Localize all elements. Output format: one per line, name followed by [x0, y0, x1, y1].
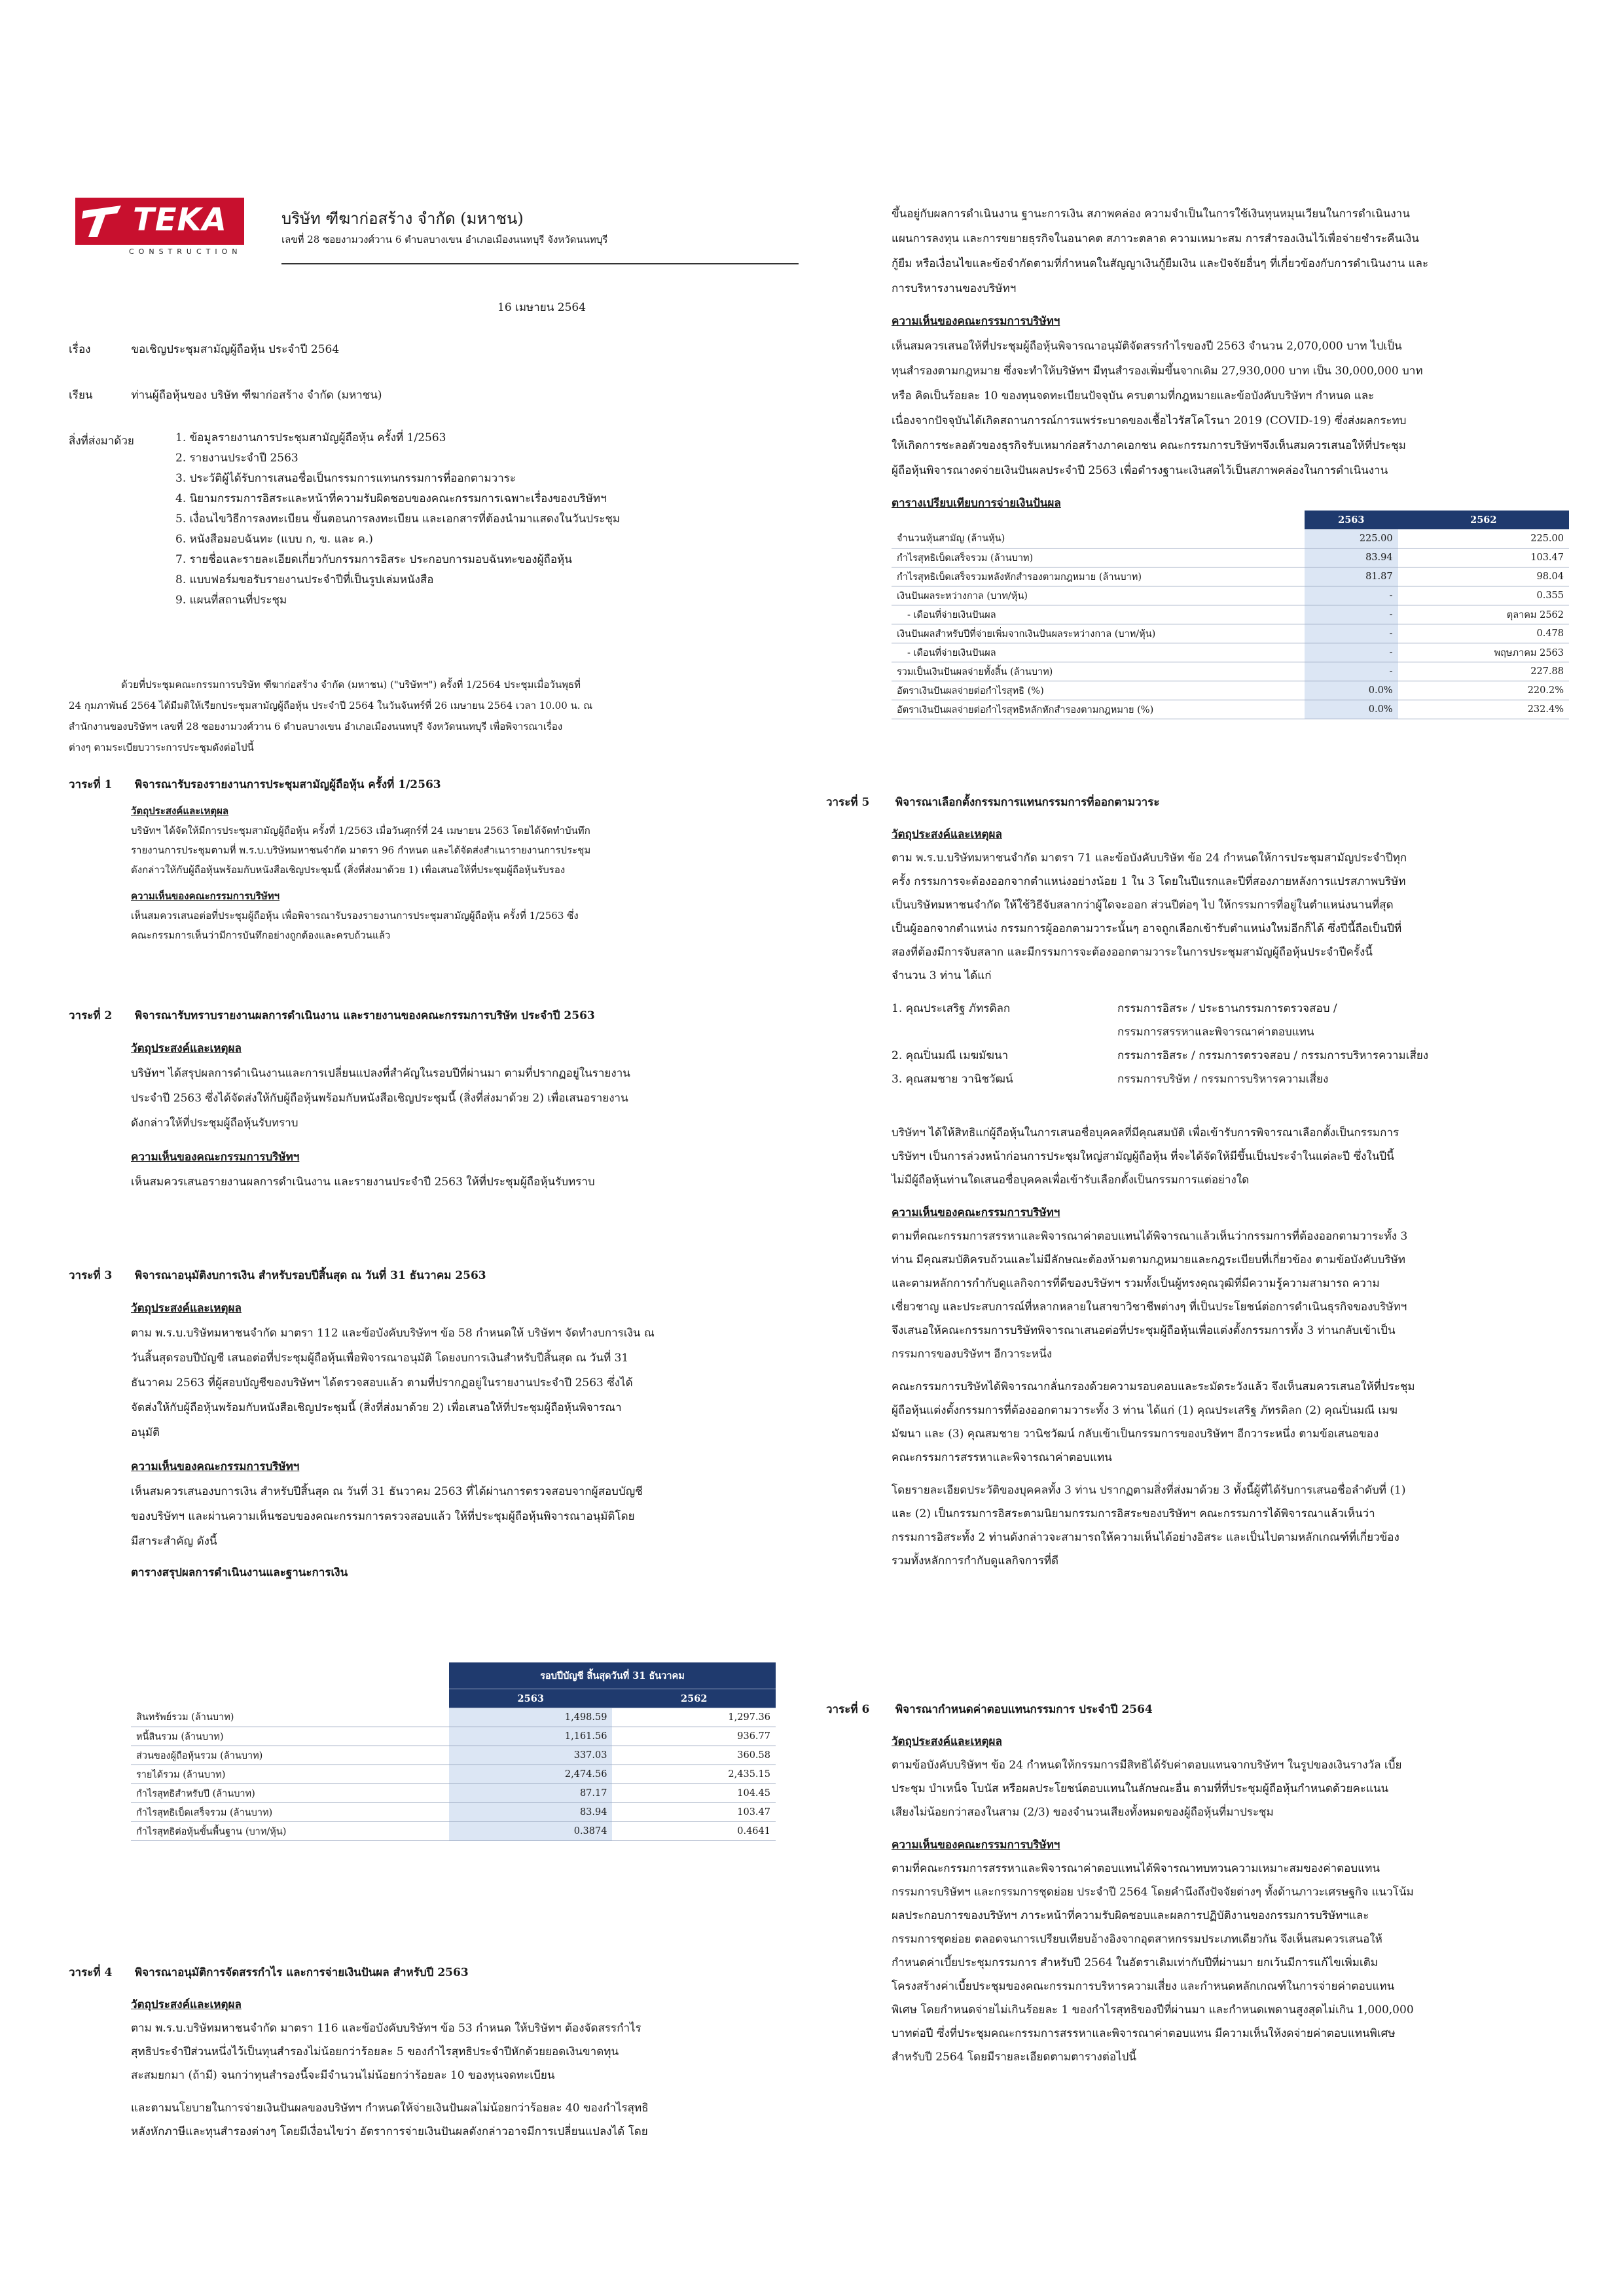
- body-line: สองที่ต้องมีการจับสลาก และมีกรรมการจะต้องออกตามวาระในการประชุมสามัญผู้ถือหุ้นประจำปีครั้งนี้: [892, 946, 1373, 959]
- table-row: [892, 586, 1569, 605]
- body-line: ดังกล่าวให้ที่ประชุมผู้ถือหุ้นรับทราบ: [131, 1117, 298, 1130]
- body-line: และ (2) เป็นกรรมการอิสระตามนิยามกรรมการอิสระของบริษัทฯ คณะกรรมการได้พิจารณาแล้วเห็นว่า: [892, 1507, 1375, 1520]
- to-text: ท่านผู้ถือหุ้นของ บริษัท ฑีฆาก่อสร้าง จำกัด (มหาชน): [131, 389, 382, 402]
- body-line: กรรมการบริษัทฯ และกรรมการชุดย่อย ประจำปี 2564 โดยคำนึงถึงปัจจัยต่างๆ ทั้งด้านภาวะเศรษฐกิจ แนวโน้ม: [892, 1886, 1414, 1899]
- body-line: ธันวาคม 2563 ที่ผู้สอบบัญชีของบริษัทฯ ได้ตรวจสอบแล้ว ตามที่ปรากฏอยู่ในรายงานประจำปี 2563 ซึ่งได้: [131, 1376, 633, 1390]
- body-line: ตามที่คณะกรรมการสรรหาและพิจารณาค่าตอบแทนได้พิจารณาแล้วเห็นว่ากรรมการที่ต้องออกตามวาระทั้ง 3: [892, 1230, 1408, 1243]
- table-cell: -: [1305, 605, 1398, 624]
- table-cell: 0.0%: [1305, 700, 1398, 719]
- body-line: มีสาระสำคัญ ดังนี้: [131, 1535, 217, 1548]
- opinion-heading: ความเห็นของคณะกรรมการบริษัทฯ: [892, 1839, 1060, 1852]
- intro-line: 24 กุมภาพันธ์ 2564 ได้มีมติให้เรียกประชุมสามัญผู้ถือหุ้น ประจำปี 2564 ในวันจันทร์ที่ 26 เมษายน 2564 เวลา 10.00 น. ณ: [69, 700, 593, 711]
- agenda-6: [826, 1700, 1579, 2069]
- table-caption: ตารางสรุปผลการดำเนินงานและฐานะการเงิน: [131, 1566, 348, 1579]
- body-line: ท่าน มีคุณสมบัติครบถ้วนและไม่มีลักษณะต้องห้ามตามกฎหมายและกฎระเบียบที่เกี่ยวข้อง ตามข้อบังคับบริษัท: [892, 1253, 1405, 1266]
- agenda-title: พิจารณารับรองรายงานการประชุมสามัญผู้ถือหุ้น ครั้งที่ 1/2563: [134, 778, 441, 791]
- table-cell: -: [1305, 586, 1398, 605]
- table-cell: -: [1305, 624, 1398, 643]
- logo-word: TEKA: [133, 202, 227, 238]
- opinion-heading: ความเห็นของคณะกรรมการบริษัทฯ: [131, 1460, 300, 1473]
- agenda-heading: [826, 793, 1579, 811]
- table-header-cell: [131, 1689, 449, 1708]
- director-role: กรรมการอิสระ / กรรมการตรวจสอบ / กรรมการบริหารความเสี่ยง: [1117, 1049, 1429, 1062]
- table-row: [892, 529, 1569, 548]
- table-cell: 936.77: [612, 1727, 776, 1746]
- list-item: [892, 1067, 1579, 1091]
- opinion-heading: ความเห็นของคณะกรรมการบริษัทฯ: [892, 315, 1060, 328]
- letter-date: 16 เมษายน 2564: [497, 301, 586, 314]
- table-caption: ตารางเปรียบเทียบการจ่ายเงินปันผล: [892, 497, 1061, 510]
- agenda-5: [826, 793, 1579, 1573]
- director-role: กรรมการบริษัท / กรรมการบริหารความเสี่ยง: [1117, 1073, 1329, 1086]
- body-line: บริษัทฯ เป็นการล่วงหน้าก่อนการประชุมใหญ่สามัญผู้ถือหุ้น ที่จะได้จัดให้มีขึ้นเป็นประจำในแต่ละปี ซึ่งในปีนี้: [892, 1150, 1394, 1163]
- table-cell: 103.47: [612, 1803, 776, 1822]
- agenda-heading: [69, 776, 782, 793]
- table-cell: 337.03: [449, 1746, 612, 1765]
- table-row: [892, 662, 1569, 681]
- table-row: [131, 1803, 776, 1822]
- body-line: หรือ คิดเป็นร้อยละ 10 ของทุนจดทะเบียนปัจจุบัน ครบตามที่กฎหมายและข้อบังคับบริษัทฯ กำหนด และ: [892, 389, 1375, 403]
- body-line: ให้เกิดการชะลอตัวของธุรกิจรับเหมาก่อสร้างภาคเอกชน คณะกรรมการบริษัทฯจึงเห็นสมควรเสนอให้ที่ประชุม: [892, 439, 1406, 452]
- list-item: [892, 1044, 1579, 1067]
- body-line: การบริหารงานของบริษัทฯ: [892, 282, 1017, 295]
- table-cell: 1,161.56: [449, 1727, 612, 1746]
- body-line: ตามข้อบังคับบริษัทฯ ข้อ 24 กำหนดให้กรรมการมีสิทธิได้รับค่าตอบแทนจากบริษัทฯ ในรูปของเงินรางวัล เบี้ย: [892, 1759, 1402, 1772]
- agenda-heading: [69, 1007, 782, 1024]
- body-line: สุทธิประจำปีส่วนหนึ่งไว้เป็นทุนสำรองไม่น้อยกว่าร้อยละ 5 ของกำไรสุทธิประจำปีหักด้วยยอดเงินขาดทุน: [131, 2045, 619, 2058]
- table-cell: 232.4%: [1398, 700, 1569, 719]
- body-line: ประจำปี 2563 ซึ่งได้จัดส่งให้กับผู้ถือหุ้นพร้อมกับหนังสือเชิญประชุมนี้ (สิ่งที่ส่งมาด้วย 2) เพื่อเสนอรายงาน: [131, 1092, 628, 1105]
- table-cell: 98.04: [1398, 567, 1569, 586]
- table-cell: 83.94: [1305, 548, 1398, 567]
- agenda-heading: [69, 1266, 782, 1284]
- subject-text: ขอเชิญประชุมสามัญผู้ถือหุ้น ประจำปี 2564: [131, 343, 340, 356]
- agenda-label: วาระที่ 1: [69, 778, 113, 791]
- body-line: คณะกรรมการเห็นว่ามีการบันทึกอย่างถูกต้องและครบถ้วนแล้ว: [131, 929, 391, 941]
- body-line: เห็นสมควรเสนองบการเงิน สำหรับปีสิ้นสุด ณ วันที่ 31 ธันวาคม 2563 ที่ได้ผ่านการตรวจสอบจากผู้สอบบัญชี: [131, 1485, 643, 1498]
- body-line: เห็นสมควรเสนอให้ที่ประชุมผู้ถือหุ้นพิจารณาอนุมัติจัดสรรกำไรของปี 2563 จำนวน 2,070,000 บาท ไปเป็น: [892, 340, 1402, 353]
- table-cell: 87.17: [449, 1784, 612, 1803]
- director-list: [892, 997, 1579, 1091]
- body-line: เชี่ยวชาญ และประสบการณ์ที่หลากหลายในสาขาวิชาชีพต่างๆ ที่เป็นประโยชน์ต่อการดำเนินธุรกิจของบริษัทฯ: [892, 1300, 1407, 1314]
- body-line: โครงสร้างค่าเบี้ยประชุมของคณะกรรมการบริหารความเสี่ยง และกำหนดหลักเกณฑ์ในการจ่ายค่าตอบแทน: [892, 1980, 1395, 1993]
- table-header-cell: 2563: [1305, 511, 1398, 529]
- director-name: 2. คุณปิ่นมณี เมฆมัฆนา: [892, 1049, 1009, 1062]
- logo-subtitle: CONSTRUCTION: [129, 247, 242, 256]
- body-line: เป็นผู้ออกจากตำแหน่ง กรรมการผู้ออกตามวาระนั้นๆ อาจถูกเลือกเข้ารับตำแหน่งใหม่อีกก็ได้ ซึ่งปีนี้ถือเป็นปีที่: [892, 922, 1402, 935]
- director-name: 1. คุณประเสริฐ ภัทรดิลก: [892, 1002, 1011, 1015]
- table-cell: -: [1305, 662, 1398, 681]
- table-row: [892, 548, 1569, 567]
- body-line: รายงานการประชุมตามที่ พ.ร.บ.บริษัทมหาชนจำกัด มาตรา 96 กำหนด และได้จัดส่งสำเนารายงานการประชุม: [131, 844, 591, 856]
- table-header-cell: 2562: [1398, 511, 1569, 529]
- body-line: พิเศษ โดยกำหนดจ่ายไม่เกินร้อยละ 1 ของกำไรสุทธิของปีที่ผ่านมา และกำหนดเพดานสูงสุดไม่เกิน 1,000,000: [892, 2003, 1414, 2017]
- subject-label: เรื่อง: [69, 343, 91, 356]
- agenda-title: พิจารณาเลือกตั้งกรรมการแทนกรรมการที่ออกตามวาระ: [895, 796, 1160, 809]
- body-line: ดังกล่าวให้กับผู้ถือหุ้นพร้อมกับหนังสือเชิญประชุมนี้ (สิ่งที่ส่งมาด้วย 1) เพื่อเสนอให้ที่ประชุมผู้ถือหุ้นรับรอง: [131, 864, 566, 876]
- table-row: [892, 605, 1569, 624]
- body-line: ตาม พ.ร.บ.บริษัทมหาชนจำกัด มาตรา 112 และข้อบังคับบริษัทฯ ข้อ 58 กำหนดให้ บริษัทฯ จัดทำงบการเงิน ณ: [131, 1327, 655, 1340]
- body-line: บาทต่อปี ซึ่งที่ประชุมคณะกรรมการสรรหาและพิจารณาค่าตอบแทน มีความเห็นให้งดจ่ายค่าตอบแทนพิเศษ: [892, 2027, 1396, 2040]
- objective-heading: วัตถุประสงค์และเหตุผล: [131, 1302, 242, 1315]
- list-item: [892, 997, 1579, 1020]
- table-row: [892, 624, 1569, 643]
- body-line: กรรมการชุดย่อย ตลอดจนการเปรียบเทียบอ้างอิงจากอุตสาหกรรมประเภทเดียวกัน จึงเห็นสมควรเสนอให้: [892, 1933, 1382, 1946]
- agenda-heading: [69, 1964, 782, 1981]
- table-cell: 81.87: [1305, 567, 1398, 586]
- enclosure-item: 6. หนังสือมอบฉันทะ (แบบ ก, ข. และ ค.): [175, 533, 373, 546]
- table-cell: 2,474.56: [449, 1765, 612, 1784]
- agenda-label: วาระที่ 3: [69, 1269, 113, 1282]
- body-line: กู้ยืม หรือเงื่อนไขและข้อจำกัดตามที่กำหนดในสัญญาเงินกู้ยืมเงิน และปัจจัยอื่นๆ ที่เกี่ยวข้องกับการดำเนินงาน และ: [892, 257, 1429, 270]
- body-line: บริษัทฯ ได้ให้สิทธิแก่ผู้ถือหุ้นในการเสนอชื่อบุคคลที่มีคุณสมบัติ เพื่อเข้ารับการพิจารณาเลือกตั้งเป็นกรรมการ: [892, 1126, 1399, 1139]
- body-line: บริษัทฯ ได้สรุปผลการดำเนินงานและการเปลี่ยนแปลงที่สำคัญในรอบปีที่ผ่านมา ตามที่ปรากฏอยู่ในรายงาน: [131, 1067, 630, 1080]
- table-cell: อัตราเงินปันผลจ่ายต่อกำไรสุทธิ (%): [892, 681, 1305, 700]
- body-line: สะสมยกมา (ถ้ามี) จนกว่าทุนสำรองนี้จะมีจำนวนไม่น้อยกว่าร้อยละ 10 ของทุนจดทะเบียน: [131, 2069, 555, 2082]
- body-line: สำหรับปี 2564 โดยมีรายละเอียดตามตารางต่อไปนี้: [892, 2051, 1137, 2064]
- table-cell: เงินปันผลระหว่างกาล (บาท/หุ้น): [892, 586, 1305, 605]
- enclosure-item: 3. ประวัติผู้ได้รับการเสนอชื่อเป็นกรรมการแทนกรรมการที่ออกตามวาระ: [175, 472, 516, 485]
- body-line: ประชุม บำเหน็จ โบนัส หรือผลประโยชน์ตอบแทนในลักษณะอื่น ตามที่ที่ประชุมผู้ถือหุ้นกำหนดด้วยคะแนน: [892, 1782, 1389, 1795]
- company-address: เลขที่ 28 ซอยงามวงศ์วาน 6 ตำบลบางเขน อำเภอเมืองนนทบุรี จังหวัดนนทบุรี: [281, 234, 608, 245]
- intro-line: สำนักงานของบริษัทฯ เลขที่ 28 ซอยงามวงศ์วาน 6 ตำบลบางเขน อำเภอเมืองนนทบุรี จังหวัดนนทบุรี เพื่อพิจารณาเรื่อง: [69, 721, 563, 732]
- table-header-cell: [131, 1662, 449, 1689]
- body-line: จำนวน 3 ท่าน ได้แก่: [892, 969, 992, 982]
- agenda-label: วาระที่ 5: [826, 796, 870, 809]
- body-line: ตาม พ.ร.บ.บริษัทมหาชนจำกัด มาตรา 71 และข้อบังคับบริษัท ข้อ 24 กำหนดให้การประชุมสามัญประจำปีทุก: [892, 852, 1407, 865]
- body-line: มัฆนา และ (3) คุณสมชาย วานิชวัฒน์ กลับเข้าเป็นกรรมการของบริษัทฯ อีกวาระหนึ่ง ตามข้อเสนอของ: [892, 1427, 1379, 1441]
- table-cell: รวมเป็นเงินปันผลจ่ายทั้งสิ้น (ล้านบาท): [892, 662, 1305, 681]
- table-cell: 83.94: [449, 1803, 612, 1822]
- body-line: อนุมัติ: [131, 1426, 160, 1439]
- body-line: จึงเสนอให้คณะกรรมการบริษัทพิจารณาเสนอต่อที่ประชุมผู้ถือหุ้นเพื่อแต่งตั้งกรรมการทั้ง 3 ท่านกลับเข้าเป็น: [892, 1324, 1396, 1337]
- enclosure-item: 5. เงื่อนไขวิธีการลงทะเบียน ขั้นตอนการลงทะเบียน และเอกสารที่ต้องนำมาแสดงในวันประชุม: [175, 512, 621, 526]
- objective-heading: วัตถุประสงค์และเหตุผล: [131, 805, 229, 817]
- to-row: [69, 386, 382, 404]
- body-line: กรรมการของบริษัทฯ อีกวาระหนึ่ง: [892, 1348, 1053, 1361]
- table-cell: อัตราเงินปันผลจ่ายต่อกำไรสุทธิหลักหักสำรองตามกฎหมาย (%): [892, 700, 1305, 719]
- table-cell: กำไรสุทธิเบ็ดเสร็จรวม (ล้านบาท): [131, 1803, 449, 1822]
- table-cell: รายได้รวม (ล้านบาท): [131, 1765, 449, 1784]
- table-group-header: รอบปีบัญชี สิ้นสุดวันที่ 31 ธันวาคม: [449, 1662, 776, 1689]
- agenda-title: พิจารณาอนุมัติการจัดสรรกำไร และการจ่ายเงินปันผล สำหรับปี 2563: [134, 1966, 469, 1979]
- table-cell: หนี้สินรวม (ล้านบาท): [131, 1727, 449, 1746]
- dividend-comparison-table: [892, 511, 1569, 719]
- table-cell: 0.3874: [449, 1822, 612, 1841]
- body-line: จัดส่งให้กับผู้ถือหุ้นพร้อมกับหนังสือเชิญประชุมนี้ (สิ่งที่ส่งมาด้วย 2) เพื่อเสนอให้ที่ประชุมผู้ถือหุ้นพิจารณา: [131, 1401, 622, 1414]
- enclosure-item: 2. รายงานประจำปี 2563: [175, 452, 298, 465]
- company-logo: [75, 198, 244, 245]
- opinion-heading: ความเห็นของคณะกรรมการบริษัทฯ: [131, 890, 280, 902]
- body-line: แผนการลงทุน และการขยายธุรกิจในอนาคต สภาวะตลาด ความเหมาะสม การสำรองเงินไว้เพื่อจ่ายชำระคืนเงิน: [892, 232, 1419, 245]
- table-cell: 225.00: [1305, 529, 1398, 548]
- agenda-title: พิจารณาอนุมัติงบการเงิน สำหรับรอบปีสิ้นสุด ณ วันที่ 31 ธันวาคม 2563: [134, 1269, 486, 1282]
- body-line: โดยรายละเอียดประวัติของบุคคลทั้ง 3 ท่าน ปรากฏตามสิ่งที่ส่งมาด้วย 3 ทั้งนี้ผู้ที่ได้รับการเสนอชื่อลำดับที่ (1): [892, 1484, 1406, 1497]
- subject-row: [69, 340, 339, 358]
- table-row: [131, 1746, 776, 1765]
- table-cell: - เดือนที่จ่ายเงินปันผล: [892, 643, 1305, 662]
- agenda-3: [69, 1266, 782, 1585]
- agenda-1: [69, 776, 782, 945]
- table-row: [131, 1765, 776, 1784]
- teka-swoosh-icon: [81, 202, 126, 241]
- table-cell: พฤษภาคม 2563: [1398, 643, 1569, 662]
- objective-heading: วัตถุประสงค์และเหตุผล: [131, 1998, 242, 2011]
- objective-heading: วัตถุประสงค์และเหตุผล: [131, 1042, 242, 1055]
- body-line: ผู้ถือหุ้นพิจารณางดจ่ายเงินปันผลประจำปี 2563 เพื่อดำรงฐานะเงินสดไว้เป็นสภาพคล่องในการดำเนินงาน: [892, 464, 1388, 477]
- enclosure-item: 7. รายชื่อและรายละเอียดเกี่ยวกับกรรมการอิสระ ประกอบการมอบฉันทะของผู้ถือหุ้น: [175, 553, 572, 566]
- table-cell: สินทรัพย์รวม (ล้านบาท): [131, 1708, 449, 1727]
- body-line: ทุนสำรองตามกฎหมาย ซึ่งจะทำให้บริษัทฯ มีทุนสำรองเพิ่มขึ้นจากเดิม 27,930,000 บาท เป็น 30,000,000 บาท: [892, 365, 1423, 378]
- agenda-title: พิจารณากำหนดค่าตอบแทนกรรมการ ประจำปี 2564: [895, 1703, 1153, 1716]
- intro-paragraph: [69, 674, 782, 758]
- intro-line: ต่างๆ ตามระเบียบวาระการประชุมดังต่อไปนี้: [69, 742, 254, 753]
- table-cell: ตุลาคม 2562: [1398, 605, 1569, 624]
- body-line: หลังหักภาษีและทุนสำรองต่างๆ โดยมีเงื่อนไขว่า อัตราการจ่ายเงินปันผลดังกล่าวอาจมีการเปลี่ยนแปลงได้ โดย: [131, 2125, 648, 2138]
- body-line: รวมทั้งหลักการกำกับดูแลกิจการที่ดี: [892, 1554, 1059, 1568]
- table-row: [892, 700, 1569, 719]
- director-role: กรรมการสรรหาและพิจารณาค่าตอบแทน: [1117, 1026, 1314, 1039]
- table-cell: กำไรสุทธิต่อหุ้นขั้นพื้นฐาน (บาท/หุ้น): [131, 1822, 449, 1841]
- agenda-2: [69, 1007, 782, 1194]
- agenda-label: วาระที่ 4: [69, 1966, 113, 1979]
- opinion-heading: ความเห็นของคณะกรรมการบริษัทฯ: [892, 1206, 1060, 1219]
- body-line: ของบริษัทฯ และผ่านความเห็นชอบของคณะกรรมการตรวจสอบแล้ว ให้ที่ประชุมผู้ถือหุ้นพิจารณาอนุมัติโดย: [131, 1510, 635, 1523]
- table-cell: 360.58: [612, 1746, 776, 1765]
- list-item: [892, 1020, 1579, 1044]
- table-cell: กำไรสุทธิเบ็ดเสร็จรวมหลังหักสำรองตามกฎหมาย (ล้านบาท): [892, 567, 1305, 586]
- table-row: [131, 1708, 776, 1727]
- body-line: กำหนดค่าเบี้ยประชุมกรรมการ สำหรับปี 2564 ในอัตราเดิมเท่ากับปีที่ผ่านมา ยกเว้นมีการแก้ไขเพิ่มเติม: [892, 1956, 1378, 1969]
- table-cell: 0.478: [1398, 624, 1569, 643]
- table-cell: 0.4641: [612, 1822, 776, 1841]
- body-line: เห็นสมควรเสนอรายงานผลการดำเนินงาน และรายงานประจำปี 2563 ให้ที่ประชุมผู้ถือหุ้นรับทราบ: [131, 1175, 595, 1189]
- table-cell: เงินปันผลสำหรับปีที่จ่ายเพิ่มจากเงินปันผลระหว่างกาล (บาท/หุ้น): [892, 624, 1305, 643]
- agenda-4-continued: [892, 202, 1579, 516]
- body-line: วันสิ้นสุดรอบปีบัญชี เสนอต่อที่ประชุมผู้ถือหุ้นเพื่อพิจารณาอนุมัติ โดยงบการเงินสำหรับปีสิ้นสุด ณ วันที่ 31: [131, 1352, 629, 1365]
- table-row: [131, 1784, 776, 1803]
- body-line: และตามนโยบายในการจ่ายเงินปันผลของบริษัทฯ กำหนดให้จ่ายเงินปันผลไม่น้อยกว่าร้อยละ 40 ของกำไรสุทธิ: [131, 2102, 649, 2115]
- table-cell: 103.47: [1398, 548, 1569, 567]
- agenda-label: วาระที่ 6: [826, 1703, 870, 1716]
- header-rule: [281, 263, 799, 264]
- letterhead: [75, 198, 717, 266]
- director-name: 3. คุณสมชาย วานิชวัฒน์: [892, 1073, 1013, 1086]
- company-name: บริษัท ฑีฆาก่อสร้าง จำกัด (มหาชน): [281, 209, 524, 228]
- to-label: เรียน: [69, 389, 93, 402]
- table-cell: - เดือนที่จ่ายเงินปันผล: [892, 605, 1305, 624]
- table-cell: 225.00: [1398, 529, 1569, 548]
- body-line: ตาม พ.ร.บ.บริษัทมหาชนจำกัด มาตรา 116 และข้อบังคับบริษัทฯ ข้อ 53 กำหนด ให้บริษัทฯ ต้องจัดสรรกำไร: [131, 2022, 641, 2035]
- opinion-heading: ความเห็นของคณะกรรมการบริษัทฯ: [131, 1151, 300, 1164]
- body-line: ผลประกอบการของบริษัทฯ ภาระหน้าที่ความรับผิดชอบและผลการปฏิบัติงานของกรรมการบริษัทฯและ: [892, 1909, 1369, 1922]
- objective-heading: วัตถุประสงค์และเหตุผล: [892, 1735, 1002, 1748]
- body-line: ขึ้นอยู่กับผลการดำเนินงาน ฐานะการเงิน สภาพคล่อง ความจำเป็นในการใช้เงินทุนหมุนเวียนในการดำเนินงาน: [892, 207, 1410, 221]
- table-row: [131, 1822, 776, 1841]
- body-line: คณะกรรมการสรรหาและพิจารณาค่าตอบแทน: [892, 1451, 1112, 1464]
- table-cell: กำไรสุทธิเบ็ดเสร็จรวม (ล้านบาท): [892, 548, 1305, 567]
- financial-summary-table: [131, 1662, 776, 1841]
- director-role: กรรมการอิสระ / ประธานกรรมการตรวจสอบ /: [1117, 1002, 1337, 1015]
- table-header-row: [892, 511, 1569, 529]
- table-cell: จำนวนหุ้นสามัญ (ล้านหุ้น): [892, 529, 1305, 548]
- table-header-row: [131, 1689, 776, 1708]
- body-line: และตามหลักการกำกับดูแลกิจการที่ดีของบริษัทฯ รวมทั้งเป็นผู้ทรงคุณวุฒิที่มีความรู้ความสามารถ ความ: [892, 1277, 1380, 1290]
- body-line: ไม่มีผู้ถือหุ้นท่านใดเสนอชื่อบุคคลเพื่อเข้ารับเลือกตั้งเป็นกรรมการแต่อย่างใด: [892, 1174, 1250, 1187]
- agenda-title: พิจารณารับทราบรายงานผลการดำเนินงาน และรายงานของคณะกรรมการบริษัท ประจำปี 2563: [134, 1009, 595, 1022]
- table-row: [892, 567, 1569, 586]
- table-cell: 0.355: [1398, 586, 1569, 605]
- body-line: เป็นบริษัทมหาชนจำกัด ให้ใช้วิธีจับสลากว่าผู้ใดจะออก ส่วนปีต่อๆ ไป ให้กรรมการที่อยู่ในตำแหน่งนานที่สุด: [892, 899, 1394, 912]
- agenda-4: [69, 1964, 782, 2144]
- enclosure-item: 9. แผนที่สถานที่ประชุม: [175, 594, 287, 607]
- table-cell: 104.45: [612, 1784, 776, 1803]
- table-row: [892, 643, 1569, 662]
- enclosure-item: 1. ข้อมูลรายงานการประชุมสามัญผู้ถือหุ้น ครั้งที่ 1/2563: [175, 431, 446, 444]
- table-cell: 1,498.59: [449, 1708, 612, 1727]
- table-cell: 227.88: [1398, 662, 1569, 681]
- table-header-cell: 2562: [612, 1689, 776, 1708]
- table-header-cell: [892, 511, 1305, 529]
- enclosure-list: [175, 428, 765, 611]
- table-row: [131, 1727, 776, 1746]
- enclosure-item: 8. แบบฟอร์มขอรับรายงานประจำปีที่เป็นรูปเล่มหนังสือ: [175, 573, 434, 586]
- body-line: เห็นสมควรเสนอต่อที่ประชุมผู้ถือหุ้น เพื่อพิจารณารับรองรายงานการประชุมสามัญผู้ถือหุ้น ครั้งที่ 1/2563 ซึ่ง: [131, 910, 579, 922]
- enclosure-label: สิ่งที่ส่งมาด้วย: [69, 435, 134, 448]
- table-header-row: [131, 1662, 776, 1689]
- body-line: คณะกรรมการบริษัทได้พิจารณากลั่นกรองด้วยความรอบคอบและระมัดระวังแล้ว จึงเห็นสมควรเสนอให้ที่ประชุม: [892, 1380, 1415, 1393]
- objective-heading: วัตถุประสงค์และเหตุผล: [892, 828, 1002, 841]
- table-cell: ส่วนของผู้ถือหุ้นรวม (ล้านบาท): [131, 1746, 449, 1765]
- body-line: บริษัทฯ ได้จัดให้มีการประชุมสามัญผู้ถือหุ้น ครั้งที่ 1/2563 เมื่อวันศุกร์ที่ 24 เมษายน 2563 โดยได้จัดทำบันทึก: [131, 825, 590, 836]
- table-cell: 1,297.36: [612, 1708, 776, 1727]
- intro-line: ด้วยที่ประชุมคณะกรรมการบริษัท ฑีฆาก่อสร้าง จำกัด (มหาชน) ("บริษัทฯ") ครั้งที่ 1/2564 ประชุมเมื่อวันพุธที่: [121, 679, 581, 691]
- table-header-cell: 2563: [449, 1689, 612, 1708]
- body-line: ตามที่คณะกรรมการสรรหาและพิจารณาค่าตอบแทนได้พิจารณาทบทวนความเหมาะสมของค่าตอบแทน: [892, 1862, 1380, 1875]
- body-line: ผู้ถือหุ้นแต่งตั้งกรรมการที่ต้องออกตามวาระทั้ง 3 ท่าน ได้แก่ (1) คุณประเสริฐ ภัทรดิลก (2) คุณปิ่นมณี เมฆ: [892, 1404, 1398, 1417]
- table-cell: -: [1305, 643, 1398, 662]
- table-cell: 0.0%: [1305, 681, 1398, 700]
- table-cell: 220.2%: [1398, 681, 1569, 700]
- table-cell: 2,435.15: [612, 1765, 776, 1784]
- body-line: ครั้ง กรรมการจะต้องออกจากตำแหน่งอย่างน้อย 1 ใน 3 โดยในปีแรกและปีที่สองภายหลังการแปรสภาพบริษัท: [892, 875, 1406, 888]
- table-cell: กำไรสุทธิสำหรับปี (ล้านบาท): [131, 1784, 449, 1803]
- body-line: กรรมการอิสระทั้ง 2 ท่านดังกล่าวจะสามารถให้ความเห็นได้อย่างอิสระ และเป็นไปตามหลักเกณฑ์ที่เกี่ยวข้อง: [892, 1531, 1399, 1544]
- agenda-heading: [826, 1700, 1579, 1718]
- enclosure-item: 4. นิยามกรรมการอิสระและหน้าที่ความรับผิดชอบของคณะกรรมการเฉพาะเรื่องของบริษัทฯ: [175, 492, 607, 505]
- table-row: [892, 681, 1569, 700]
- body-line: เนื่องจากปัจจุบันได้เกิดสถานการณ์การแพร่ระบาดของเชื้อไวรัสโคโรนา 2019 (COVID-19) ซึ่งส่งผลกระทบ: [892, 414, 1407, 427]
- body-line: เสียงไม่น้อยกว่าสองในสาม (2/3) ของจำนวนเสียงทั้งหมดของผู้ถือหุ้นที่มาประชุม: [892, 1806, 1274, 1819]
- agenda-label: วาระที่ 2: [69, 1009, 113, 1022]
